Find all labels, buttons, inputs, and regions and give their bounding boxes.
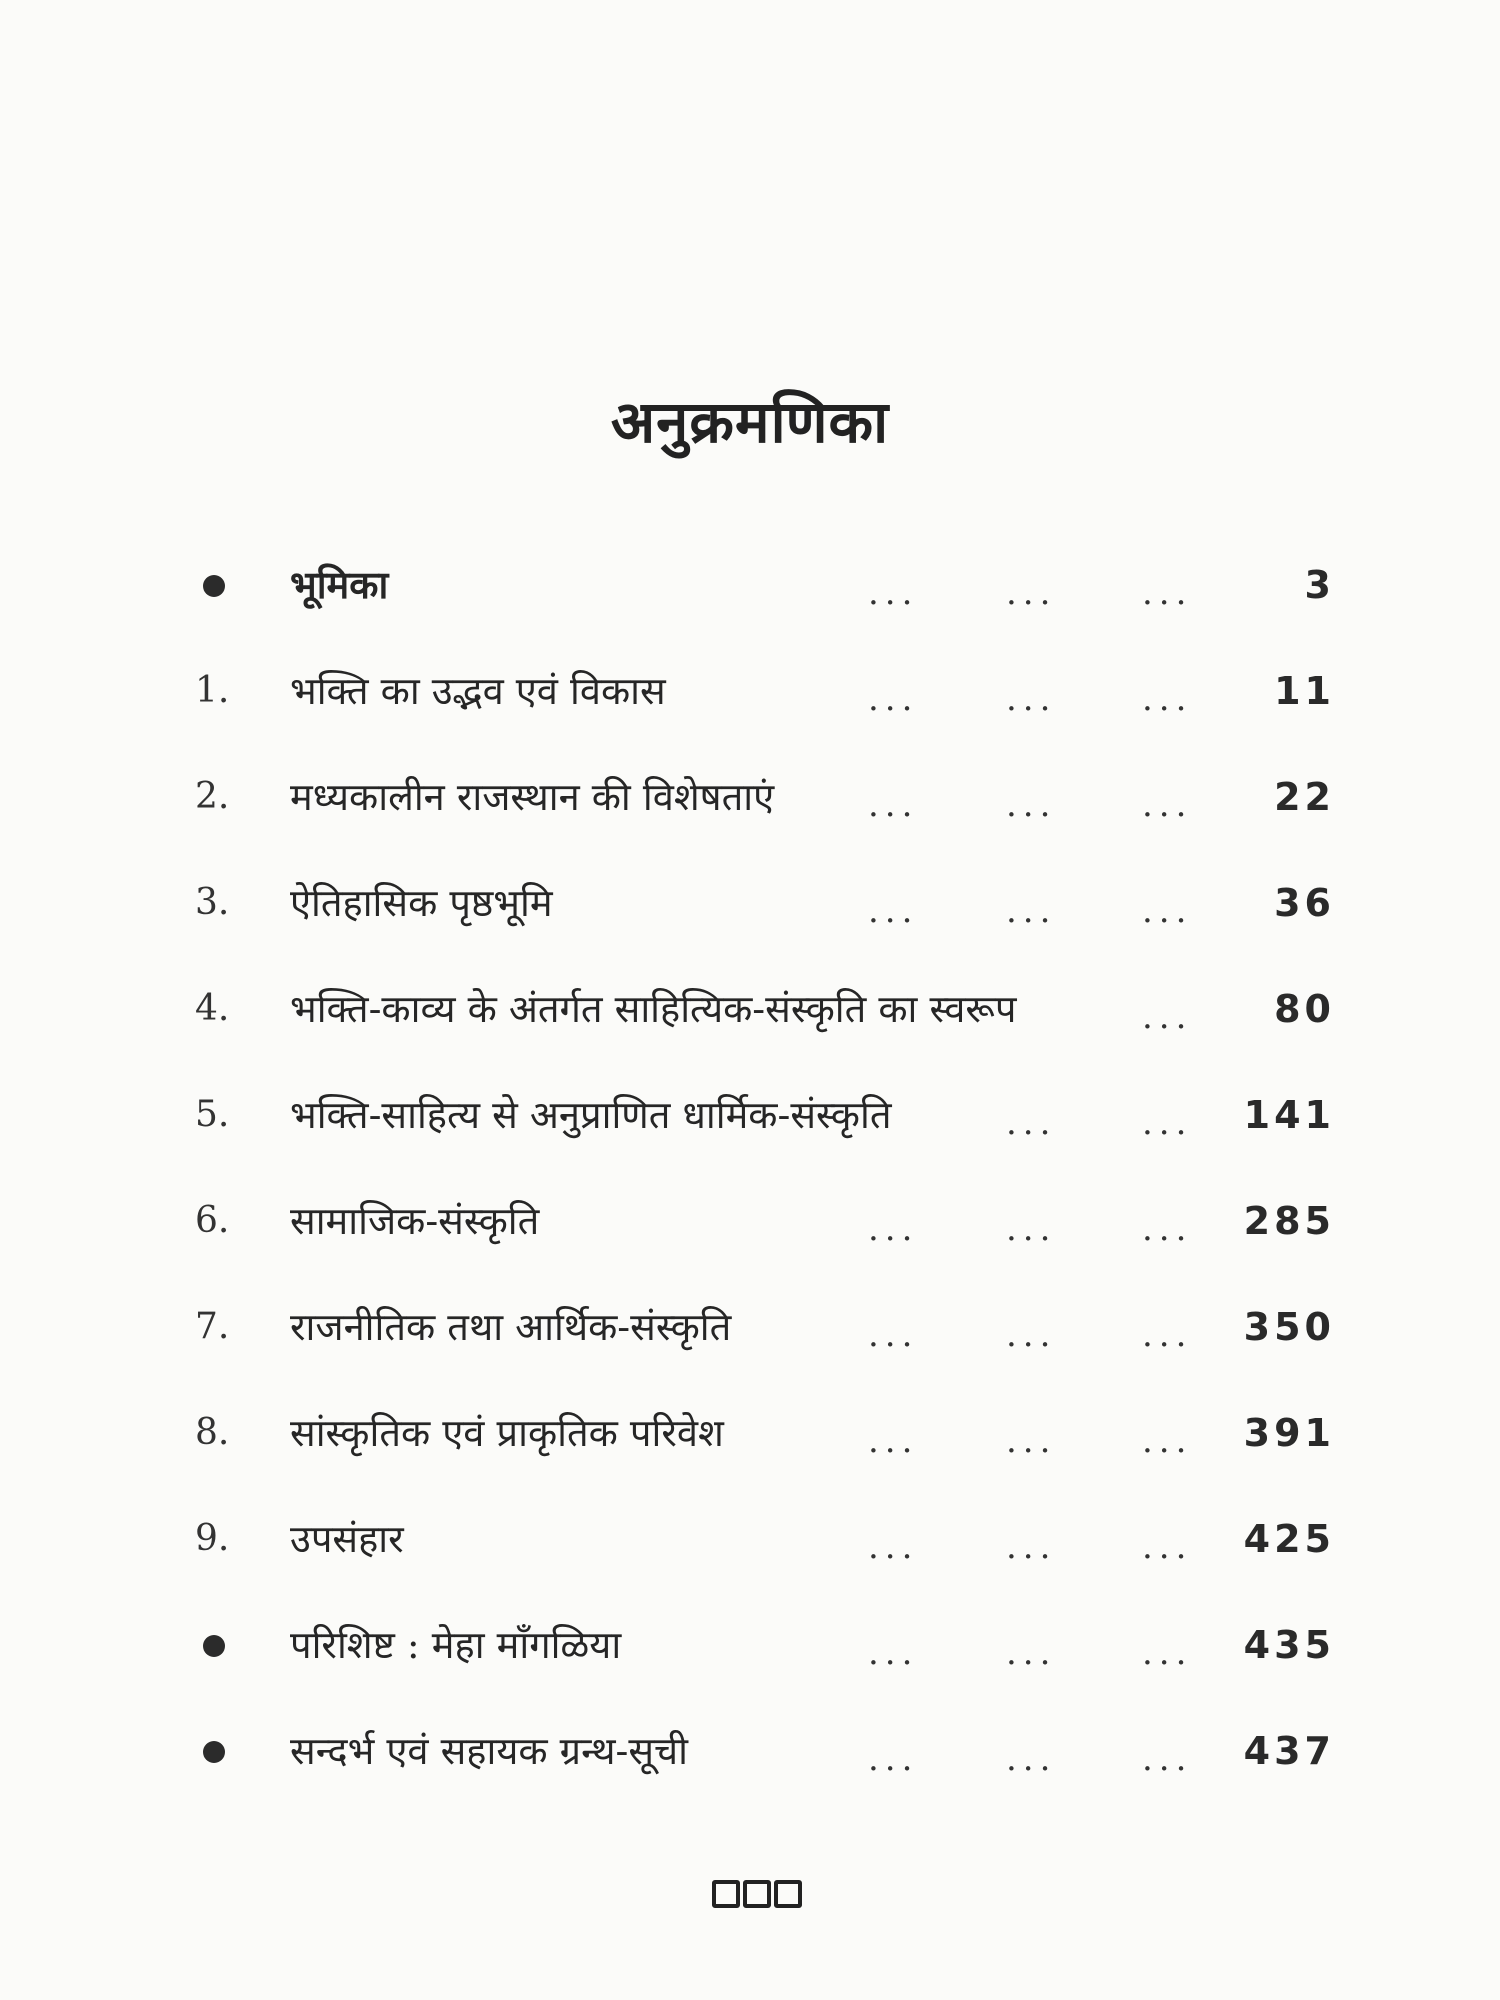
chapter-title: राजनीतिक तथा आर्थिक-संस्कृति [290,1305,732,1349]
toc-entry [0,767,1500,873]
leader-dots: ... [1142,1421,1193,1461]
leader-dots: ... [868,1315,919,1355]
leader-dots: ... [1006,1527,1057,1567]
leader-dots: ... [1142,679,1193,719]
toc-entry [0,1403,1500,1509]
chapter-title: सन्दर्भ एवं सहायक ग्रन्थ-सूची [290,1729,688,1773]
chapter-title: भक्ति-काव्य के अंतर्गत साहित्यिक-संस्कृति का स्वरूप [290,987,1017,1031]
page-number: 391 [1243,1411,1335,1455]
chapter-title: सामाजिक-संस्कृति [290,1199,540,1243]
page-number: 22 [1274,775,1335,819]
toc-entry [0,1509,1500,1615]
leader-dots: ... [868,573,919,613]
bullet-icon [203,575,225,597]
page-number: 80 [1274,987,1335,1031]
page-number: 285 [1243,1199,1335,1243]
chapter-number: 2. [195,776,230,817]
end-mark-box [712,1880,740,1908]
leader-dots: ... [1006,1739,1057,1779]
end-mark-box [774,1880,802,1908]
chapter-title: भक्ति-साहित्य से अनुप्राणित धार्मिक-संस्कृति [290,1093,892,1137]
toc-entry [0,1615,1500,1721]
leader-dots: ... [868,1421,919,1461]
leader-dots: ... [1142,1739,1193,1779]
page-title: अनुक्रमणिका [610,388,890,456]
toc-entry [0,1721,1500,1827]
toc-entry [0,979,1500,1085]
chapter-title: भूमिका [290,563,389,607]
toc-entry [0,555,1500,661]
leader-dots: ... [1142,997,1193,1037]
chapter-number: 5. [195,1094,230,1135]
page-number: 141 [1243,1093,1335,1137]
toc-entry [0,661,1500,767]
chapter-number: 9. [195,1518,230,1559]
leader-dots: ... [1006,1315,1057,1355]
leader-dots: ... [1142,1633,1193,1673]
leader-dots: ... [1142,1527,1193,1567]
bullet-icon [203,1635,225,1657]
leader-dots: ... [1006,679,1057,719]
page-number: 36 [1274,881,1335,925]
leader-dots: ... [1006,1103,1057,1143]
chapter-title: परिशिष्ट : मेहा माँगळिया [290,1623,622,1667]
leader-dots: ... [868,891,919,931]
leader-dots: ... [868,785,919,825]
leader-dots: ... [1006,785,1057,825]
leader-dots: ... [1006,573,1057,613]
page-number: 3 [1304,563,1335,607]
leader-dots: ... [868,679,919,719]
chapter-number: 6. [195,1200,230,1241]
table-of-contents [0,555,1500,1827]
page-number: 437 [1243,1729,1335,1773]
chapter-title: ऐतिहासिक पृष्ठभूमि [290,881,553,925]
chapter-title: उपसंहार [290,1517,404,1561]
leader-dots: ... [1006,1209,1057,1249]
chapter-number: 4. [195,988,230,1029]
leader-dots: ... [868,1739,919,1779]
leader-dots: ... [868,1633,919,1673]
toc-entry [0,1297,1500,1403]
chapter-number: 7. [195,1306,230,1347]
leader-dots: ... [1142,1209,1193,1249]
chapter-number: 1. [195,670,230,711]
leader-dots: ... [1006,1633,1057,1673]
toc-entry [0,1085,1500,1191]
page-number: 11 [1274,669,1335,713]
page-number: 435 [1243,1623,1335,1667]
leader-dots: ... [1006,1421,1057,1461]
toc-entry [0,873,1500,979]
bullet-icon [203,1741,225,1763]
leader-dots: ... [868,1209,919,1249]
end-mark-box [743,1880,771,1908]
chapter-title: सांस्कृतिक एवं प्राकृतिक परिवेश [290,1411,724,1455]
leader-dots: ... [1006,891,1057,931]
chapter-number: 3. [195,882,230,923]
chapter-number: 8. [195,1412,230,1453]
leader-dots: ... [1142,1103,1193,1143]
end-mark [712,1880,802,1908]
leader-dots: ... [1142,891,1193,931]
leader-dots: ... [1142,785,1193,825]
page-number: 425 [1243,1517,1335,1561]
chapter-title: मध्यकालीन राजस्थान की विशेषताएं [290,775,775,819]
chapter-title: भक्ति का उद्भव एवं विकास [290,669,666,713]
page-number: 350 [1243,1305,1335,1349]
toc-entry [0,1191,1500,1297]
leader-dots: ... [1142,1315,1193,1355]
leader-dots: ... [1142,573,1193,613]
leader-dots: ... [868,1527,919,1567]
